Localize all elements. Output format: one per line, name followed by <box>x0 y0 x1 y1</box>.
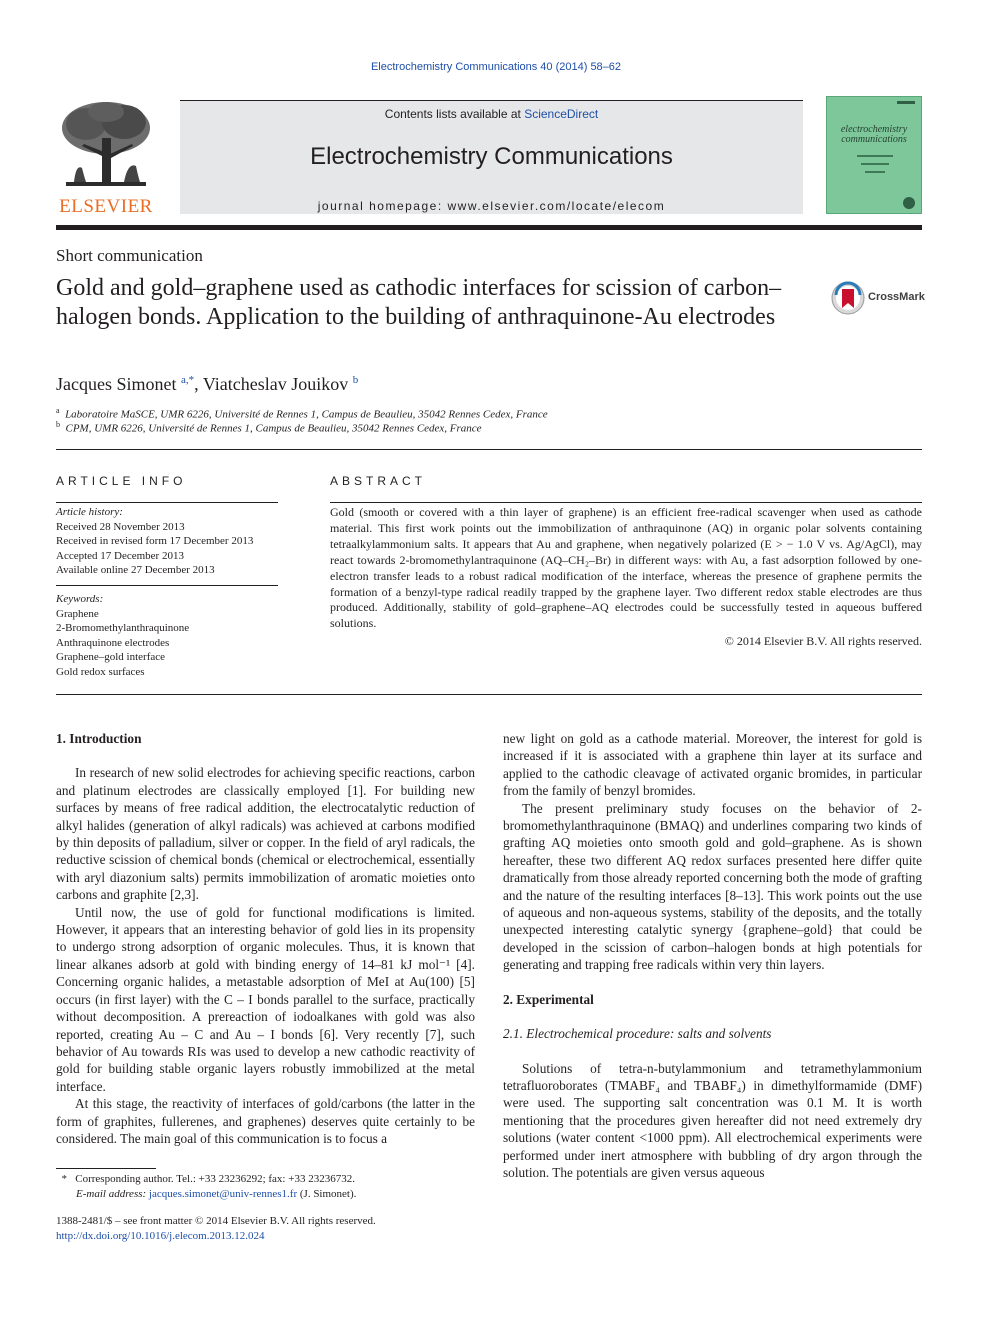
crossmark-icon <box>831 281 865 315</box>
history-item: Received in revised form 17 December 2013 <box>56 535 254 547</box>
email-suffix: (J. Simonet). <box>297 1188 357 1200</box>
divider <box>56 449 922 450</box>
header-rule <box>56 225 922 230</box>
cover-title-line1: electrochemistry <box>840 124 908 135</box>
paragraph: new light on gold as a cathode material. Moreover, the interest for gold is increased if it is associated with a graphene thin layer at its surface and applied to the cathodic cleavage of activated organic bromides, in particular from the family of benzyl bromides. <box>503 731 922 799</box>
divider <box>56 585 278 586</box>
body-column-left <box>56 730 475 1147</box>
footnote <box>56 1172 476 1202</box>
affiliation-text: CPM, UMR 6226, Université de Rennes 1, Campus de Beaulieu, 35042 Rennes Cedex, France <box>65 422 482 435</box>
author-list: Jacques Simonet $^{a,*}$, Viatcheslav Jouikov $^b$ <box>56 374 359 394</box>
author-name[interactable]: Viatcheslav Jouikov <box>202 374 349 394</box>
keyword: Anthraquinone electrodes <box>56 636 170 649</box>
subsection-heading: 2.1. Electrochemical procedure: salts and solvents <box>503 1026 772 1042</box>
cover-text-line <box>857 155 893 157</box>
keyword: Gold redox surfaces <box>56 665 145 678</box>
paragraph: Solutions of tetra-n-butylammonium and tetramethylammonium tetrafluoroborates (TMABF₄ and TBABF₄) in dimethylformamide (DMF) were used. The supporting salt concentration was 0.1 M. It is worth mentioning that the procedures given hereafter did not need extremely dry solutions (water content <1000 ppm). All electrochemical experiments were performed under inert atmosphere with bubbling of dry argon through the solution. The potentials are given versus aqueous <box>503 1060 922 1180</box>
affiliation-mark: a <box>56 406 60 415</box>
divider <box>330 502 922 503</box>
affiliation-text: Laboratoire MaSCE, UMR 6226, Université de Rennes 1, Campus de Beaulieu, 35042 Rennes Cedex, France <box>65 408 548 421</box>
divider <box>56 694 922 695</box>
keyword: 2-Bromomethylanthraquinone <box>56 622 190 634</box>
footnote-line <box>56 1172 476 1187</box>
paragraph: At this stage, the reactivity of interfaces of gold/carbons (the latter in the form of graphites, fullerenes, and graphenes) deserves quite certainly to be considered. The main goal of this communication is to focus a <box>56 1096 475 1146</box>
journal-name: Electrochemistry Communications <box>310 143 673 170</box>
cover-bar <box>897 101 915 104</box>
article-type: Short communication <box>56 246 203 265</box>
footnote-email-line <box>56 1187 476 1202</box>
affiliation-mark: b <box>56 420 60 429</box>
sciencedirect-link[interactable]: ScienceDirect <box>524 107 599 121</box>
author-name[interactable]: Jacques Simonet <box>56 374 177 394</box>
cover-text-line <box>865 171 885 173</box>
divider <box>56 502 278 503</box>
author-marks[interactable]: a,* <box>180 374 195 386</box>
article-info-heading: ARTICLE INFO <box>56 474 187 488</box>
history-item: Received 28 November 2013 <box>56 520 185 533</box>
doi-link[interactable]: http://dx.doi.org/10.1016/j.elecom.2013.12.024 <box>56 1230 265 1242</box>
journal-citation[interactable]: Electrochemistry Communications 40 (2014) 58–62 <box>370 61 622 73</box>
affiliation <box>56 420 482 435</box>
paragraph: The present preliminary study focuses on the behavior of 2-bromomethylanthraquinone (BMAQ) and underlines comparing two kinds of grafting AQ moieties onto smooth gold and gold–graphene. As is shown hereafter, these two different AQ redox surfaces presented here differ quite dramatically from those already reported concerning both the mode of grafting and the nature of the resulting interfaces [8–13]. This work points out the use of aqueous and non-aqueous systems, stability of the deposits, and the totally unexpected interesting catalytic synergy {graphene–gold} that could be developed in the scission of carbon–halogen bonds at high potentials for generating and trapping free radicals within very thin layers. <box>503 800 922 973</box>
abstract-copyright: © 2014 Elsevier B.V. All rights reserved. <box>724 634 922 648</box>
author-marks[interactable]: b <box>352 374 359 386</box>
elsevier-wordmark: ELSEVIER <box>59 196 153 217</box>
crossmark-label: CrossMark <box>868 291 925 303</box>
journal-homepage[interactable]: journal homepage: www.elsevier.com/locate/elecom <box>317 199 666 213</box>
footnote-rule <box>56 1168 156 1169</box>
email-link[interactable]: jacques.simonet@univ-rennes1.fr <box>148 1188 298 1200</box>
paragraph: In research of new solid electrodes for achieving specific reactions, carbon and platinum electrodes are classically employed [1]. For building new surfaces by means of free radical addition, the electrocatalytic reduction of alkyl halides (generation of alkyl radicals) was achieved at carbons modified by thin deposits of palladium, silver or copper. In the field of aryl radicals, the reductive scission of chemical bonds (chemical or electrochemical, essentially with aryl diazonium salts) permits immobilization of aromatic moieties onto carbons and graphite [2,3]. <box>56 765 475 903</box>
email-label: E-mail address: <box>76 1188 149 1200</box>
history-item: Available online 27 December 2013 <box>56 564 215 576</box>
footnote-contact: Corresponding author. Tel.: +33 23236292; fax: +33 23236732. <box>75 1173 355 1185</box>
keyword: Graphene–gold interface <box>56 651 166 663</box>
abstract-text: Gold (smooth or covered with a thin layer of graphene) is an efficient free-radical scavenger when used as cathode material. This first work points out the immobilization of anthraquinone (AQ) in organic polar solvents containing tetraalkylammonium salts. It appears that Au and graphene, when negatively polarized (E > − 1.0 V vs. Ag/AgCl), may react towards 2-bromomethylantraquinone (AQ–CH₂–Br) in different ways: with Au, a fast adsorption followed by one-electron transfer leads to a robust radical modification of the interface, whereas the presence of graphene permits the formation of a benzyl-type radical readily trapped by the graphene layer. Two different redox stable electrodes are thus produced. Additionally, stability of gold–graphene–AQ electrodes could be successfully tested in aqueous buffered solutions. <box>330 505 922 631</box>
issn-line: 1388-2481/$ – see front matter © 2014 Elsevier B.V. All rights reserved. <box>56 1215 376 1227</box>
contents-line <box>180 107 803 121</box>
section-heading: 1. Introduction <box>56 731 142 746</box>
contents-prefix: Contents lists available at <box>384 107 525 121</box>
journal-header <box>180 100 803 214</box>
cover-text-line <box>861 163 889 165</box>
article-history <box>56 505 278 578</box>
affiliation <box>56 406 548 421</box>
footnote-mark: * <box>61 1173 67 1185</box>
cover-title <box>827 125 921 145</box>
body-column-right <box>503 730 922 1181</box>
history-label: Article history: <box>56 506 123 518</box>
journal-cover-thumbnail[interactable] <box>826 96 922 214</box>
keywords-label: Keywords: <box>56 593 104 605</box>
article-title: Gold and gold–graphene used as cathodic interfaces for scission of carbon–halogen bonds. Application to the building of anthraquinone-Au electrodes <box>56 275 782 330</box>
section-heading: 2. Experimental <box>503 991 594 1007</box>
crossmark-badge[interactable] <box>831 281 926 315</box>
front-matter <box>56 1214 476 1244</box>
cover-title-line2: communications <box>841 134 907 145</box>
keyword: Graphene <box>56 607 99 620</box>
keywords <box>56 592 278 679</box>
cover-logo-icon <box>903 197 915 209</box>
history-item: Accepted 17 December 2013 <box>56 549 184 562</box>
paragraph: Until now, the use of gold for functional modifications is limited. However, it appears that an interesting behavior of gold lies in its propensity to undergo strong adsorption of organic molecules. Thus, it is known that linear alkanes adsorb at gold with binding energy of 14–81 kJ mol⁻¹ [4]. Concerning organic halides, a metastable adsorption of MeI at Au(100) [5] occurs (in first layer) with the C – I bonds parallel to the surface, practically without decomposition. A prereaction of iodoalkanes with gold was also reported, creating Au – C and Au – I bonds [6]. Very recently [7], such behavior of Au towards RIs was used to develop a new cathodic reactivity of gold for building stable organic layers robustly immobilized at the metal interface. <box>56 904 475 1094</box>
abstract-heading: ABSTRACT <box>330 474 427 488</box>
